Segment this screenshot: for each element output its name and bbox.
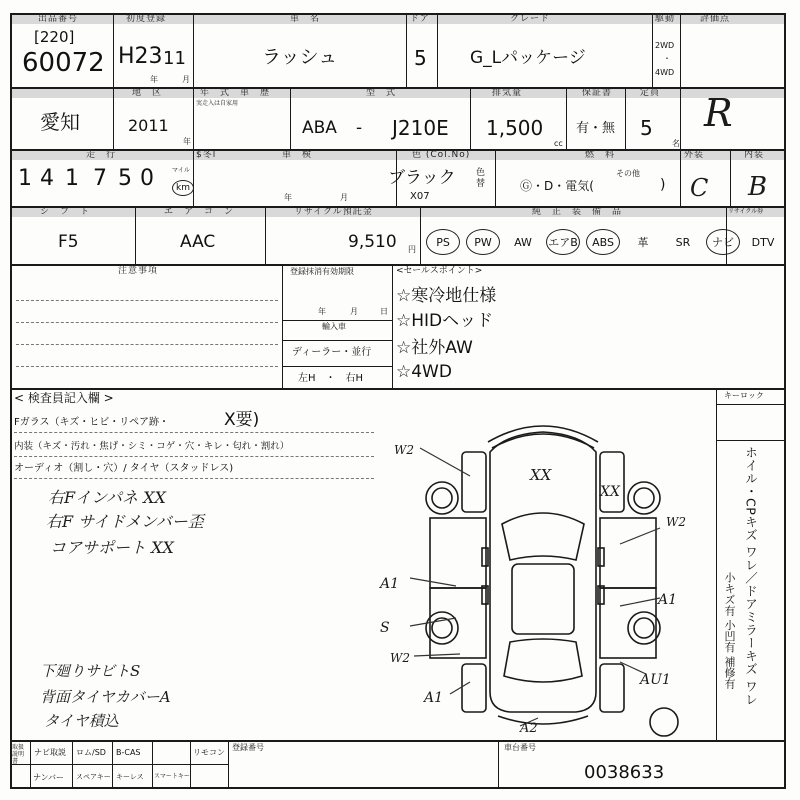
navi-manual-label: ナビ取説: [34, 748, 66, 757]
damage-mark: XX: [600, 484, 620, 500]
keylock-label: キーロック: [724, 391, 764, 400]
damage-mark: W2: [666, 515, 686, 529]
model-label: 型 式: [366, 88, 397, 98]
capacity-label: 定員: [640, 88, 661, 98]
chassis-label: 車台番号: [504, 743, 536, 752]
exterior-label: 外装: [684, 150, 705, 160]
color-code: X07: [410, 191, 430, 202]
equipment-item: DTV: [751, 235, 775, 249]
interior-label: 内装: [744, 150, 765, 160]
score-label: 評価点: [700, 14, 731, 24]
mileage-digit: 5: [118, 166, 132, 191]
damage-mark: W2: [390, 651, 410, 665]
glass-line: Fガラス（キズ・ヒビ・リペア跡・: [14, 417, 170, 428]
model-code: J210E: [392, 116, 449, 140]
color-name: ブラック: [388, 168, 456, 188]
keyless-label: キーレス: [116, 773, 144, 781]
displacement-unit: cc: [554, 139, 563, 148]
fuel-options: Ⓖ・D・電気(: [520, 179, 594, 193]
recycle-ticket-label: リサイクル券: [728, 208, 764, 215]
fuel-label: 燃 料: [585, 150, 616, 160]
bcas-label: B-CAS: [116, 748, 141, 757]
damage-mark: A2: [520, 721, 538, 736]
row2-band: [12, 88, 784, 98]
door-label: ドア: [410, 14, 430, 24]
model-sep: -: [356, 118, 363, 138]
location-value: 愛知: [40, 110, 80, 134]
mileage-digit: 4: [40, 166, 54, 191]
hand-note: タイヤ積込: [44, 712, 119, 730]
damage-mark: A1: [424, 690, 444, 706]
damage-mark: XX: [530, 466, 552, 484]
aircon-value: AAC: [180, 232, 216, 252]
year-unit: 年: [150, 75, 158, 84]
hand-note: 右F サイドメンバー歪: [46, 512, 204, 531]
displacement-label: 排気量: [492, 88, 523, 98]
inspection-year-unit: 年: [284, 193, 292, 202]
warranty-label: 保証書: [582, 88, 613, 98]
inspection-label: 車 検: [282, 150, 313, 160]
fuel-other-label: その他: [616, 169, 640, 178]
shift-value: F5: [58, 232, 79, 252]
mileage-digit: 1: [65, 166, 79, 191]
inspection-month-unit: 月: [340, 193, 348, 202]
car-damage-diagram: [370, 392, 716, 738]
equipment-item: ナビ: [706, 229, 740, 255]
damage-mark: A1: [658, 592, 678, 608]
car-name: ラッシュ: [262, 46, 338, 68]
damage-mark: AU1: [640, 672, 671, 688]
displacement-value: 1,500: [486, 116, 544, 140]
first-reg-label: 初度登録: [126, 14, 167, 24]
row4-band: [12, 207, 784, 217]
location-label: 地 区: [132, 88, 163, 98]
caution-label: 注意事項: [118, 266, 159, 276]
shift-label: シ フ ト: [40, 207, 91, 217]
grade-value: G_Lパッケージ: [470, 48, 586, 68]
number-plate-label: ナンバー: [33, 773, 65, 782]
equipment-label: 純 正 装 備 品: [532, 207, 623, 217]
meter-label: $冬l: [196, 150, 217, 160]
hand-note: 右Fインパネ XX: [48, 488, 166, 507]
damage-mark: W2: [394, 443, 414, 457]
capacity-value: 5: [640, 116, 653, 140]
recycle-fee: 9,510: [348, 232, 397, 252]
mileage-digit: 0: [140, 166, 154, 191]
inspector-title: < 検査員記入欄 >: [14, 391, 114, 405]
expiry-year-unit: 年: [318, 307, 326, 316]
aircon-label: エ ア コ ン: [164, 207, 235, 217]
mileage-label: 走 行: [86, 150, 117, 160]
first-reg-month: 11: [163, 48, 186, 69]
drive-2wd: 2WD: [655, 41, 675, 50]
hand-note: 背面タイヤカバーA: [40, 688, 171, 706]
drive-4wd: 4WD: [655, 68, 675, 77]
row3-band: [12, 150, 784, 160]
mileage-unit-top: マイル: [172, 167, 190, 174]
first-reg-year: H23: [118, 44, 163, 69]
smart-key-label: スマートキー: [154, 773, 190, 780]
equipment-item: AW: [514, 235, 532, 249]
interior-grade: B: [748, 172, 768, 202]
car-name-label: 車 名: [290, 14, 321, 24]
lot-number: 60072: [22, 48, 105, 78]
doors-value: 5: [414, 46, 427, 70]
equipment-item: SR: [675, 235, 691, 249]
damage-mark: S: [380, 620, 390, 636]
year-label: 年 式: [200, 88, 231, 98]
mileage-unit: km: [172, 180, 194, 196]
history-note: 実走入は自家用: [196, 100, 239, 107]
expiry-month-unit: 月: [350, 307, 358, 316]
month-unit: 月: [182, 75, 190, 84]
rom-sd-label: ロム/SD: [76, 748, 106, 757]
exterior-grade: C: [690, 174, 709, 202]
sales-point: ☆寒冷地仕様: [396, 286, 497, 306]
drive-dot: ・: [663, 54, 671, 63]
color-change-label: 色替: [476, 168, 486, 189]
capacity-unit: 名: [672, 139, 680, 148]
equipment-item: PS: [426, 229, 460, 255]
color-label: 色 (Col.No): [412, 150, 471, 160]
hand-note: コアサポート XX: [50, 538, 174, 557]
audio-line: オーディオ（割し・穴）/ タイヤ（スタッドレス): [14, 463, 234, 474]
lot-label: 出品番号: [38, 14, 79, 24]
remote-label: リモコン: [193, 748, 225, 757]
mileage-digit: 1: [18, 166, 32, 191]
score-value: R: [704, 91, 733, 135]
hand-note: 下廻りサビトS: [40, 662, 141, 680]
import-label: 輸入車: [322, 322, 346, 331]
sales-points-label: <セールスポイント>: [396, 266, 483, 276]
sales-point: ☆社外AW: [396, 338, 473, 358]
interior-line: 内装（キズ・汚れ・焦げ・シミ・コゲ・穴・キレ・匂れ・割れ）: [14, 441, 290, 452]
glass-mark: X要): [224, 410, 260, 430]
lot-session: [220]: [34, 28, 75, 46]
manual-label: 取扱説明書: [12, 744, 25, 765]
reg-expiry-label: 登録抹消有効期限: [290, 267, 354, 276]
recycle-label: リサイクル預託金: [294, 207, 373, 217]
history-label: 車 歴: [240, 88, 271, 98]
drive-label: 駆動: [655, 14, 676, 24]
mileage-digit: 7: [93, 166, 107, 191]
mileage-digits: [14, 166, 164, 200]
model-year-unit: 年: [183, 137, 191, 146]
expiry-day-unit: 日: [380, 307, 388, 316]
equipment-item: ABS: [586, 229, 620, 255]
equipment-item: エアB: [546, 229, 580, 255]
side-legend-2: 小キズ有 小凹有 補修有: [723, 572, 736, 689]
grade-label: グレード: [510, 14, 551, 24]
model-prefix: ABA: [302, 118, 337, 138]
recycle-unit: 円: [408, 245, 416, 254]
model-year: 2011: [128, 116, 169, 135]
equipment-item: PW: [466, 229, 500, 255]
dealer-label: ディーラー・並行: [292, 347, 372, 358]
fuel-close: ): [660, 177, 666, 193]
steering-label: 左H ・ 右H: [298, 373, 364, 384]
warranty-value: 有・無: [576, 121, 616, 136]
side-legend: ホイル・CPキズ ワレ／ドアミラーキズ ワレ: [743, 446, 759, 707]
reg-number-label: 登録番号: [232, 743, 264, 752]
sales-point: ☆HIDヘッド: [396, 311, 494, 331]
sales-point: ☆4WD: [396, 362, 452, 382]
damage-mark: A1: [380, 576, 400, 592]
chassis-number: 0038633: [584, 762, 665, 783]
spare-key-label: スペアキー: [76, 773, 111, 781]
equipment-item: 革: [637, 236, 649, 249]
equipment-list: [424, 226, 784, 260]
